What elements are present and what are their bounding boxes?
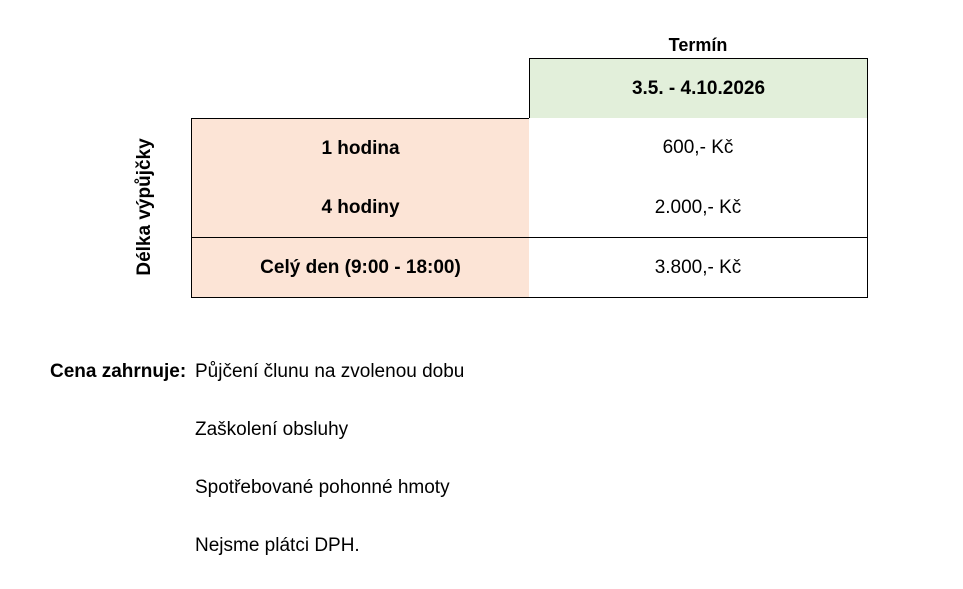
duration-cell: Celý den (9:00 - 18:00) bbox=[191, 238, 530, 298]
price-cell: 600,- Kč bbox=[529, 118, 868, 179]
column-header-term: Termín bbox=[668, 35, 728, 55]
includes-item: Nejsme plátci DPH. bbox=[195, 535, 360, 556]
duration-cell: 1 hodina bbox=[191, 118, 530, 179]
price-cell: 3.800,- Kč bbox=[529, 238, 868, 298]
includes-item: Spotřebované pohonné hmoty bbox=[195, 477, 450, 498]
includes-item: Zaškolení obsluhy bbox=[195, 419, 349, 440]
includes-item: Půjčení člunu na zvolenou dobu bbox=[195, 361, 465, 382]
price-cell: 2.000,- Kč bbox=[529, 178, 868, 238]
duration-cell: 4 hodiny bbox=[191, 178, 530, 238]
term-period-cell: 3.5. - 4.10.2026 bbox=[529, 58, 868, 119]
row-axis-label: Délka výpůjčky bbox=[134, 138, 155, 276]
includes-label: Cena zahrnuje: bbox=[50, 361, 187, 382]
